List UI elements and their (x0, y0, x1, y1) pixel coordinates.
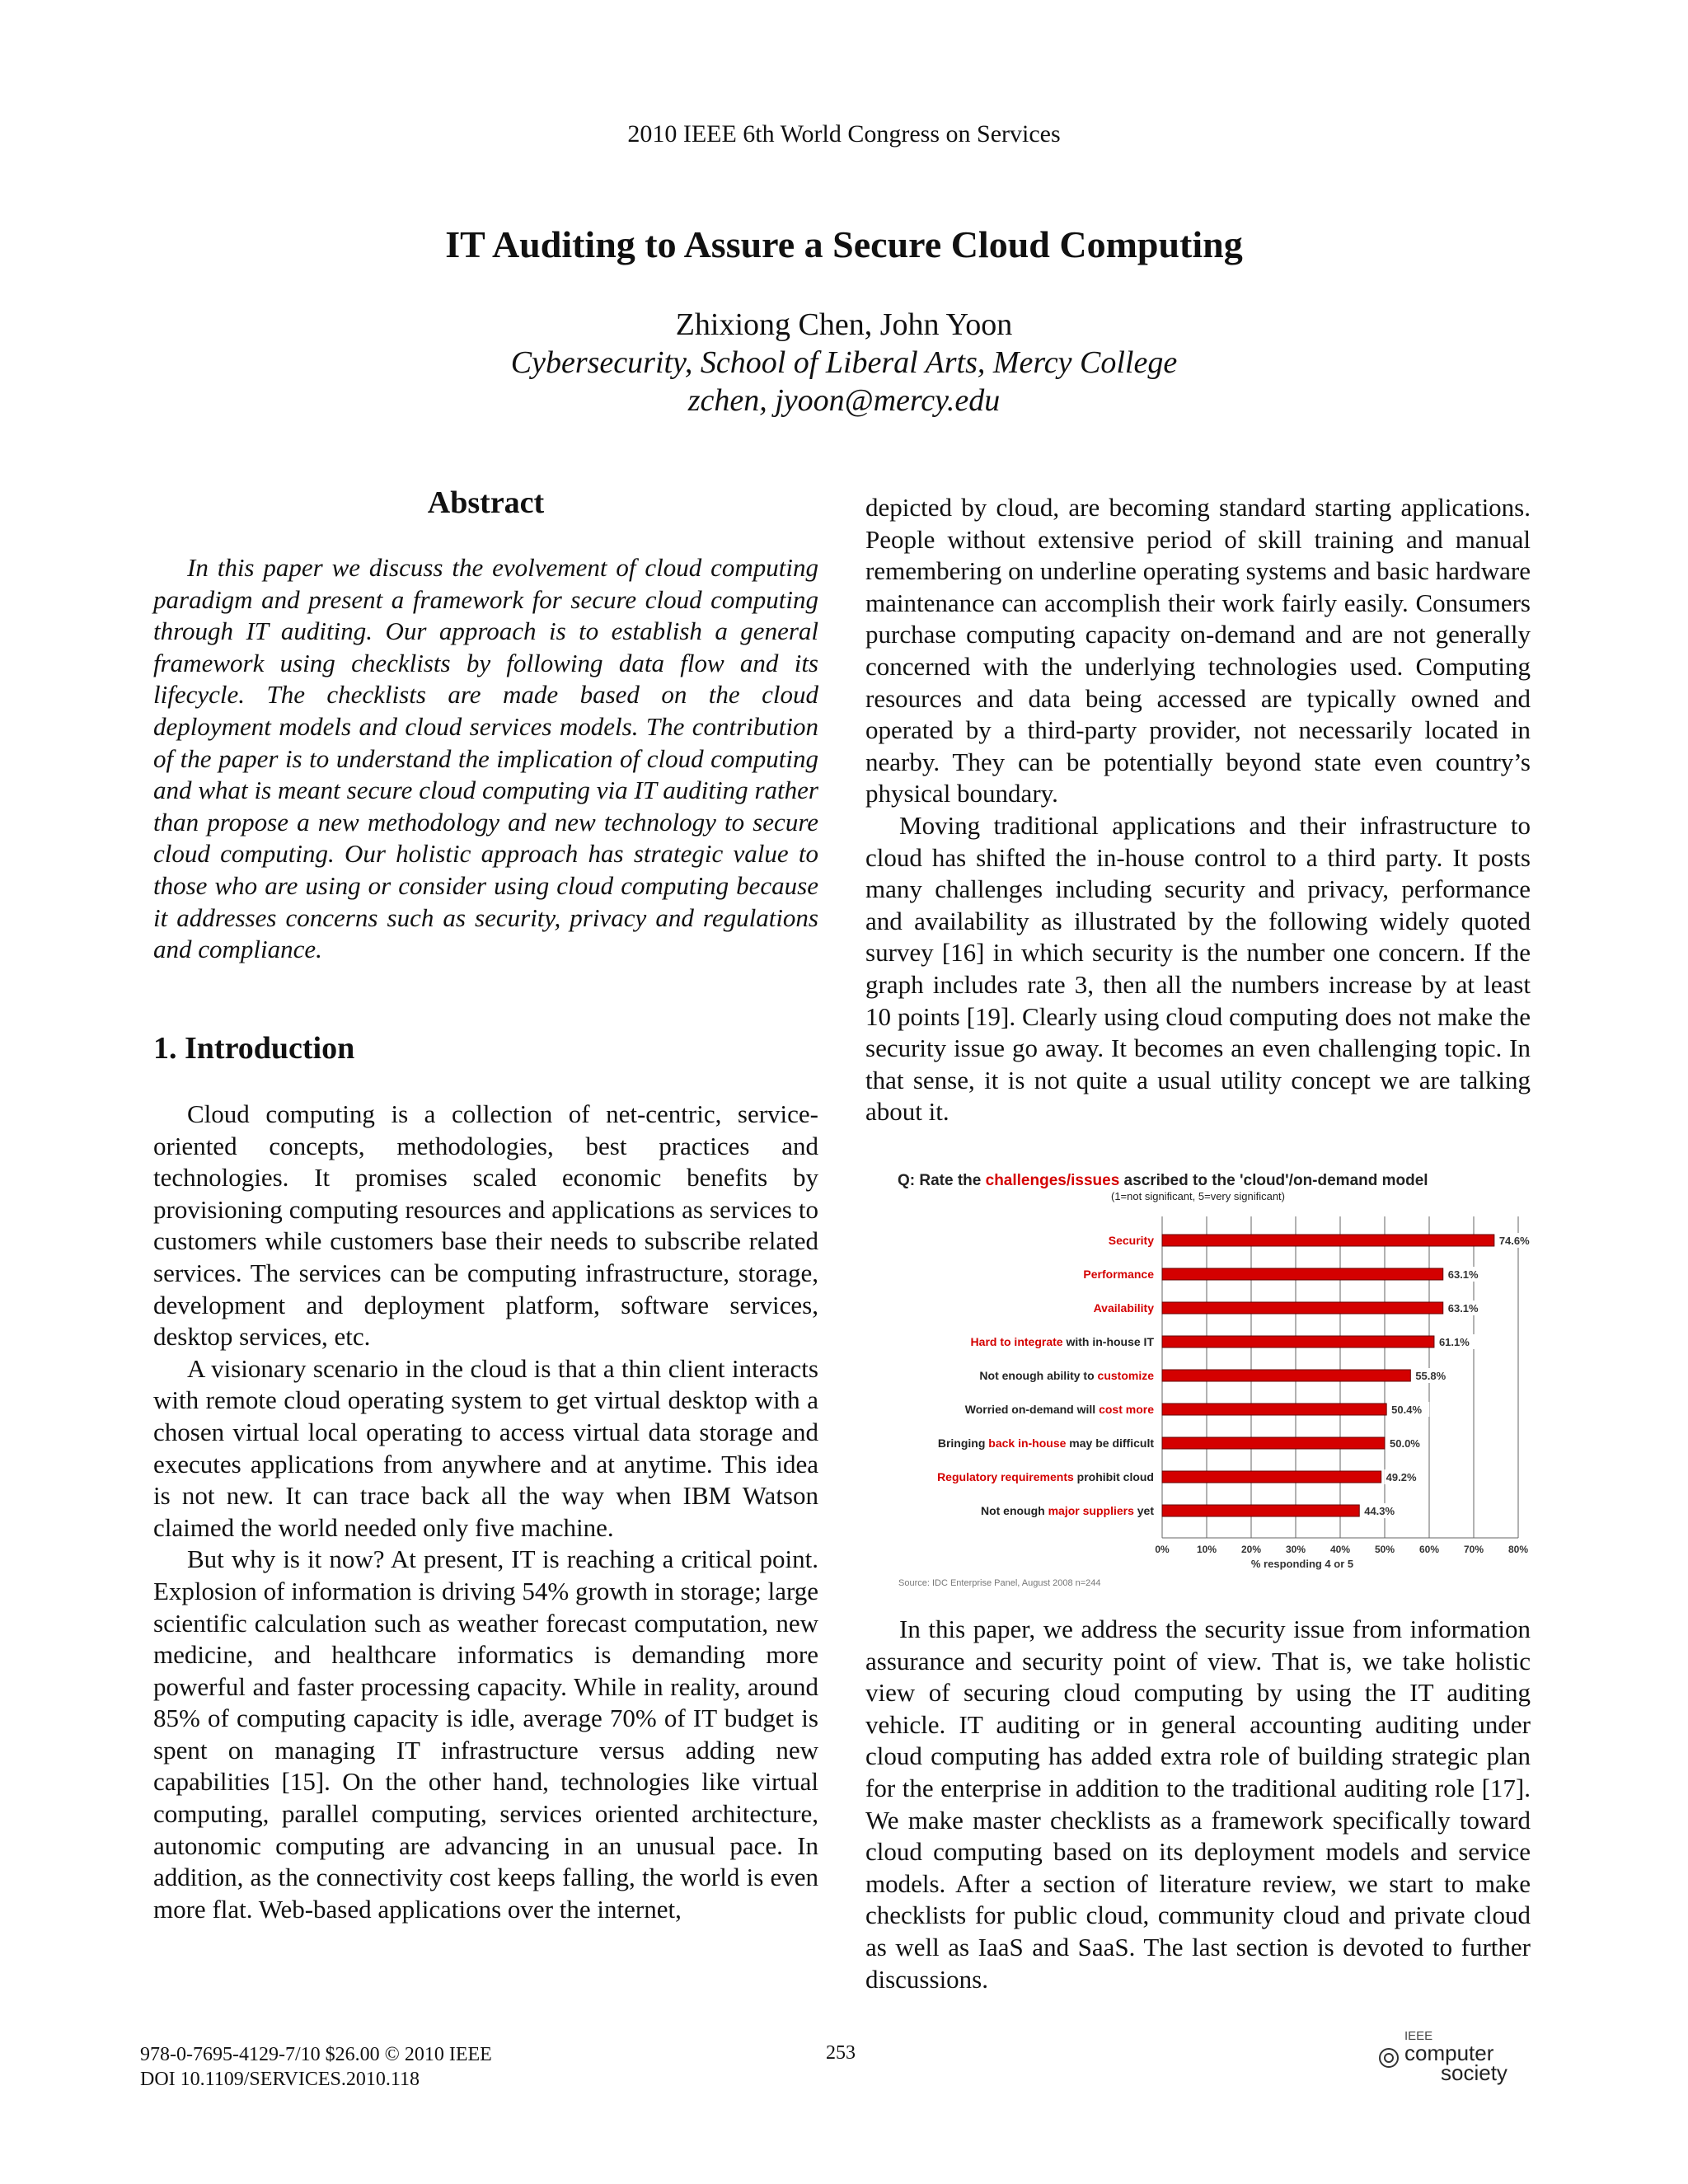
authors: Zhixiong Chen, John Yoon (675, 307, 1013, 342)
x-tick-label: 70% (1463, 1544, 1484, 1555)
bar (1162, 1471, 1381, 1483)
affiliation: Cybersecurity, School of Liberal Arts, Mercy College (510, 345, 1178, 380)
chart-title-suffix: ascribed to the 'cloud'/on-demand model (1119, 1172, 1428, 1189)
x-tick-label: 10% (1196, 1544, 1217, 1555)
chart-source: Source: IDC Enterprise Panel, August 2008 n=244 (898, 1578, 1101, 1588)
category-label: Regulatory requirements prohibit cloud (937, 1470, 1154, 1483)
category-label: Availability (1093, 1301, 1154, 1315)
bar (1162, 1404, 1386, 1415)
introduction-right-column-continued (865, 1614, 1531, 1995)
category-label: Bringing back in-house may be difficult (937, 1436, 1154, 1450)
x-tick-label: 50% (1374, 1544, 1395, 1555)
x-tick-label: 60% (1418, 1544, 1440, 1555)
value-label: 50.0% (1390, 1437, 1420, 1450)
ieee-computer-society-logo (1378, 2029, 1526, 2088)
value-label: 61.1% (1438, 1336, 1470, 1348)
chart-x-axis-label: % responding 4 or 5 (1250, 1558, 1354, 1570)
bar (1162, 1235, 1494, 1246)
value-label: 50.4% (1391, 1404, 1423, 1416)
x-tick-label: 30% (1285, 1544, 1306, 1555)
value-label: 44.3% (1364, 1505, 1395, 1517)
value-label: 55.8% (1415, 1370, 1447, 1382)
intro-paragraph: But why is it now? At present, IT is reaching a critical point. Explosion of information is driving 54% growth in storage; large scientific calculation such as weather forecast computation, new medicine, and healthcare informatics is demanding more powerful and faster processing capacity. While in reality, around 85% of computing capacity is idle, average 70% of IT budget is spent on managing IT infrastructure versus adding new capabilities [15]. On the other hand, technologies like virtual computing, parallel computing, services oriented architecture, autonomic computing are advancing in an unusual pace. In addition, as the connectivity cost keeps falling, the world is even more flat. Web-based applications over the internet, (153, 1544, 818, 1924)
bar (1162, 1268, 1443, 1280)
category-label: Not enough major suppliers yet (980, 1504, 1154, 1517)
value-label: 74.6% (1498, 1235, 1530, 1247)
intro-paragraph: Moving traditional applications and their infrastructure to cloud has shifted the in-house control to a third party. It posts many challenges including security and privacy, performance and availability as illustrated by the following widely quoted survey [16] in which security is the number one concern. If the graph includes rate 3, then all the numbers increase by at least 10 points [19]. Clearly using cloud computing does not make the security issue go away. It becomes an even challenging topic. In that sense, it is not quite a usual utility concept we are talking about it. (865, 810, 1531, 1127)
category-label: Performance (1083, 1268, 1154, 1281)
category-label: Worried on-demand will cost more (964, 1403, 1154, 1416)
x-tick-label: 20% (1240, 1544, 1262, 1555)
introduction-right-column (865, 492, 1531, 1128)
bar (1162, 1437, 1385, 1449)
copyright-footer (140, 2042, 492, 2092)
category-label: Hard to integrate with in-house IT (970, 1335, 1154, 1348)
survey-bar-chart (865, 1169, 1541, 1596)
category-label: Security (1108, 1234, 1154, 1247)
abstract-heading: Abstract (427, 485, 545, 520)
value-label: 63.1% (1447, 1302, 1479, 1315)
chart-subtitle: (1=not significant, 5=very significant) (1111, 1190, 1285, 1202)
x-tick-label: 40% (1329, 1544, 1351, 1555)
intro-paragraph: A visionary scenario in the cloud is that a thin client interacts with remote cloud operating system to get virtual desktop with a chosen virtual local operating to access virtual data storage and executes applications from anywhere and at anytime. This idea is not new. It can trace back all the way when IBM Watson claimed the world needed only five machine. (153, 1353, 818, 1542)
doi-line: DOI 10.1109/SERVICES.2010.118 (140, 2069, 420, 2090)
chart-title (898, 1172, 1428, 1189)
logo-line-society: society (1441, 2060, 1507, 2085)
ieee-logo-icon (1378, 2047, 1400, 2069)
bar (1162, 1505, 1359, 1516)
value-label: 63.1% (1447, 1268, 1479, 1281)
value-label: 49.2% (1386, 1471, 1417, 1483)
intro-paragraph: Cloud computing is a collection of net-centric, service-oriented concepts, methodologies, best practices and technologies. It promises scaled economic benefits by provisioning computing resources and applications as services to customers while customers base their needs to subscribe related services. The services can be computing infrastructure, storage, development and deployment platform, software services, desktop services, etc. (153, 1099, 818, 1352)
intro-paragraph: depicted by cloud, are becoming standard starting applications. People without extensive period of skill training and manual remembering on underline operating systems and basic hardware maintenance can accomplish their work fairly easily. Consumers purchase computing capacity on-demand and are not generally concerned with the underlying technologies used. Computing resources and data being accessed are typically owned and operated by a third-party provider, not necessarily located in nearby. They can be potentially beyond state even country’s physical boundary. (865, 493, 1531, 808)
bar (1162, 1336, 1434, 1347)
conference-name: 2010 IEEE 6th World Congress on Services (627, 120, 1061, 148)
bar (1162, 1370, 1410, 1381)
intro-paragraph: In this paper, we address the security issue from information assurance and security point of view. That is, we take holistic view of securing cloud computing by using the IT auditing vehicle. IT auditing or in general accounting auditing under cloud computing has added extra role of building strategic plan for the enterprise in addition to the traditional auditing role [17]. We make master checklists as a framework specifically toward cloud computing based on its deployment models and service models. After a section of literature review, we start to make checklists for public cloud, community cloud and private cloud as well as IaaS and SaaS. The last section is devoted to further discussions. (865, 1615, 1531, 1994)
category-label: Not enough ability to customize (979, 1369, 1154, 1382)
logo-line-computer: computer (1404, 2041, 1494, 2065)
introduction-left-column (153, 1099, 818, 1925)
logo-ieee-text: IEEE (1404, 2029, 1433, 2043)
page-number: 253 (826, 2042, 856, 2064)
chart-title-highlight: challenges/issues (985, 1172, 1120, 1189)
x-tick-label: 0% (1155, 1544, 1170, 1555)
abstract-text: In this paper we discuss the evolvement of cloud computing paradigm and present a framework for secure cloud computing through IT auditing. Our approach is to establish a general framework using checklists by following data flow and its lifecycle. The checklists are made based on the cloud deployment models and cloud services models. The contribution of the paper is to understand the implication of cloud computing and what is meant secure cloud computing via IT auditing rather than propose a new methodology and new technology to secure cloud computing. Our holistic approach has strategic value to those who are using or consider using cloud computing because it addresses concerns such as security, privacy and regulations and compliance. (153, 553, 818, 964)
chart-title-prefix: Q: Rate the (898, 1172, 986, 1189)
isbn-line: 978-0-7695-4129-7/10 $26.00 © 2010 IEEE (140, 2044, 492, 2065)
x-tick-label: 80% (1507, 1544, 1529, 1555)
introduction-heading: 1. Introduction (153, 1031, 355, 1066)
paper-title: IT Auditing to Assure a Secure Cloud Computing (445, 223, 1243, 265)
bar (1162, 1302, 1443, 1314)
author-email[interactable]: zchen, jyoon@mercy.edu (687, 383, 1001, 418)
